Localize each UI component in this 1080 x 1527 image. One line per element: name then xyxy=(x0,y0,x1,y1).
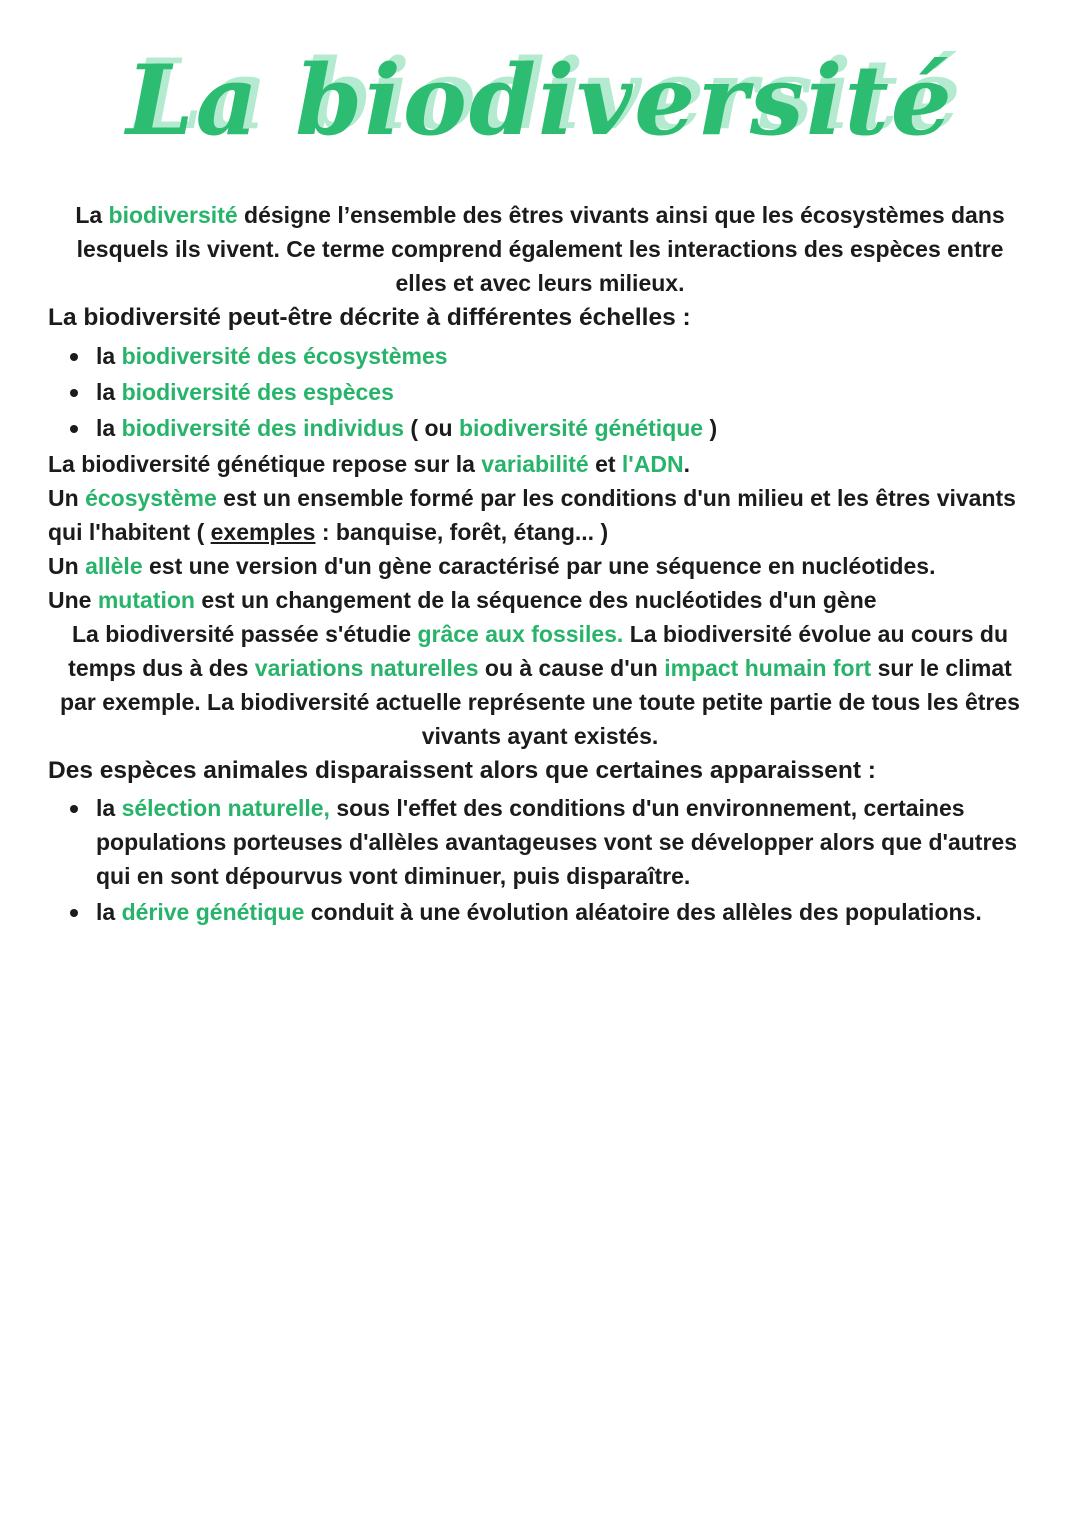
text-segment: La biodiversité passée s'étudie xyxy=(71,620,418,647)
text-segment: écosystème xyxy=(85,484,217,511)
text-segment: est une version d'un gène caractérisé par une séquence en nucléotides. xyxy=(142,552,936,579)
text-segment: la xyxy=(96,378,122,405)
text-segment: allèle xyxy=(85,552,143,579)
fossils-paragraph xyxy=(48,617,1032,753)
text-segment: Une xyxy=(48,586,98,613)
text-segment: impact humain fort xyxy=(664,655,872,682)
species-heading xyxy=(48,753,1032,789)
text-segment: ( ou xyxy=(404,414,459,441)
list-item xyxy=(70,895,1032,929)
text-segment: exemples xyxy=(210,518,316,545)
text-segment: biodiversité xyxy=(108,202,238,229)
text-segment: est un changement de la séquence des nucléotides d'un gène xyxy=(194,586,877,613)
text-segment: et xyxy=(588,450,622,477)
text-segment: variabilité xyxy=(481,450,589,477)
text-segment: biodiversité des écosystèmes xyxy=(121,342,448,369)
genetics-paragraph xyxy=(48,447,1032,481)
list-item xyxy=(70,339,1032,373)
text-segment: sur le climat par exemple. La biodiversité actuelle représente une toute petite partie de tous les êtres vivants ayant existés. xyxy=(60,655,1020,750)
text-segment: biodiversité génétique xyxy=(458,414,704,441)
text-segment: grâce aux fossiles. xyxy=(417,620,624,647)
text-segment: La biodiversité peut-être décrite à différentes échelles : xyxy=(48,304,691,332)
text-segment: la xyxy=(96,795,122,822)
text-segment: . xyxy=(683,450,691,477)
text-segment: La biodiversité génétique repose sur la xyxy=(48,450,482,477)
text-segment: sous l'effet des conditions d'un environnement, certaines populations porteuses d'allèles avantageuses vont se développer alors que d'autres qui en sont dépourvus vont diminuer, puis disparaître. xyxy=(96,795,1017,890)
content xyxy=(48,198,1032,929)
text-segment: La xyxy=(75,202,109,229)
intro-paragraph xyxy=(48,198,1032,300)
text-segment: variations naturelles xyxy=(254,655,479,682)
mutation-paragraph xyxy=(48,583,1032,617)
text-segment: sélection naturelle, xyxy=(121,795,330,822)
ecosystem-paragraph xyxy=(48,481,1032,549)
page-title: La biodiversité xyxy=(126,44,954,157)
text-segment: biodiversité des espèces xyxy=(121,378,394,405)
text-segment: : banquise, forêt, étang... ) xyxy=(315,518,609,545)
text-segment: l'ADN xyxy=(621,450,684,477)
text-segment: Des espèces animales disparaissent alors que certaines apparaissent : xyxy=(48,757,876,785)
text-segment: la xyxy=(96,414,122,441)
text-segment: la xyxy=(96,342,122,369)
text-segment: Un xyxy=(48,484,86,511)
text-segment: ou à cause d'un xyxy=(478,655,665,682)
scales-heading xyxy=(48,300,1032,336)
text-segment: biodiversité des individus xyxy=(121,414,405,441)
scales-list xyxy=(48,339,1032,445)
text-segment: Un xyxy=(48,552,86,579)
text-segment: La biodiversité évolue au cours du temps dus à des xyxy=(68,620,1009,682)
species-list xyxy=(48,791,1032,929)
text-segment: ) xyxy=(703,414,718,441)
text-segment: désigne l’ensemble des êtres vivants ainsi que les écosystèmes dans lesquels ils vivent. Ce terme comprend également les interactions des espèces entre elles et avec leurs milieux. xyxy=(76,202,1005,297)
text-segment: est un ensemble formé par les conditions d'un milieu et les êtres vivants qui l'habitent ( xyxy=(48,484,1016,545)
text-segment: conduit à une évolution aléatoire des allèles des populations. xyxy=(304,899,982,926)
text-segment: dérive génétique xyxy=(121,899,305,926)
list-item xyxy=(70,375,1032,409)
list-item xyxy=(70,411,1032,445)
list-item xyxy=(70,791,1032,893)
allele-paragraph xyxy=(48,549,1032,583)
text-segment: la xyxy=(96,899,122,926)
text-segment: mutation xyxy=(97,586,195,613)
